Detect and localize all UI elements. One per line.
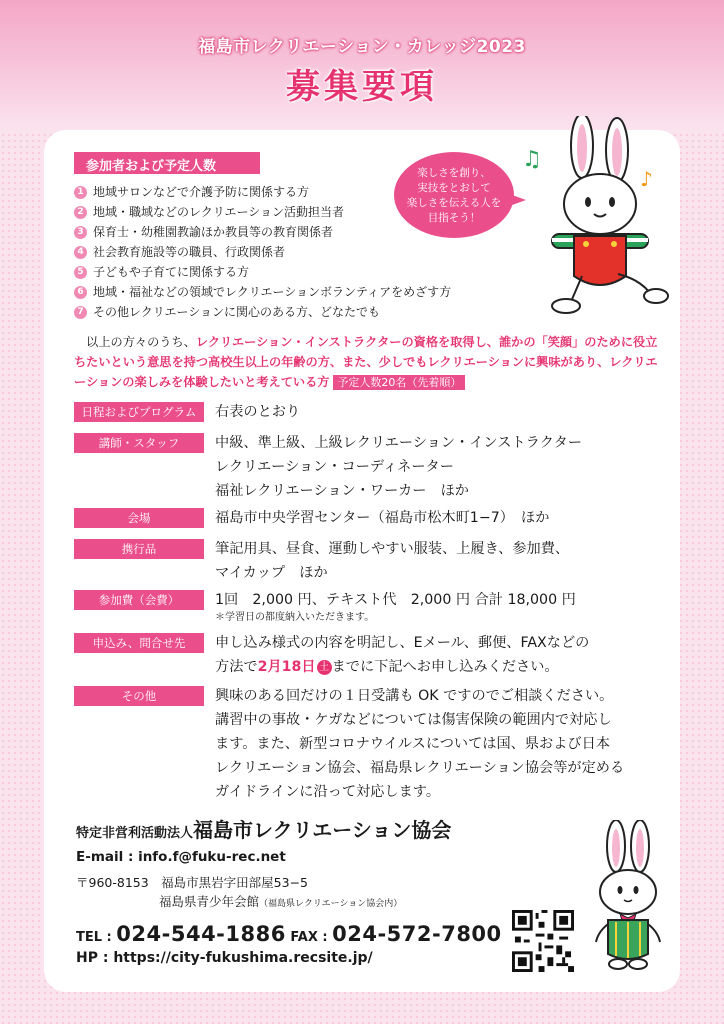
number-badge: 7 [74,306,87,319]
qr-code-icon[interactable] [512,910,574,972]
staff-value: 中級、準上級、上級レクリエーション・インストラクター レクリエーション・コーディネーター 福祉レクリエーション・ワーカー ほか [215,435,583,499]
header [0,32,724,108]
other-label: その他 [74,686,204,706]
building-note: （福島県レクリエーション協会内） [259,899,403,909]
list-item: 2 地域・職域などのレクリエーション活動担当者 [74,202,451,222]
number-badge: 4 [74,246,87,259]
number-badge: 5 [74,266,87,279]
schedule-label: 日程およびプログラム [74,402,204,422]
hp-label: HP : [76,950,114,966]
fee-value: 1回 2,000 円、テキスト代 2,000 円 合計 18,000 円 ＊学習日の都度納入いただきます。 [215,588,655,624]
website-link[interactable]: https://city-fukushima.recsite.jp/ [113,950,373,966]
number-badge: 2 [74,206,87,219]
capacity-badge: 予定人数20名（先着順） [333,375,465,390]
tel-number[interactable]: 024-544-1886 [116,922,286,946]
staff-label: 講師・スタッフ [74,433,204,453]
number-badge: 1 [74,186,87,199]
organization-info [76,814,546,966]
participants-heading: 参加者および予定人数 [74,152,260,174]
rabbit-mascot-illustration [584,820,670,970]
eligibility-paragraph: 以上の方々のうち、レクリエーション・インストラクターの資格を取得し、誰かの「笑顔」のために役立ちたいという意思を持つ高校生以上の年齢の方、また、少しでもレクリエーションに興味があり、レクリエーションの楽しみを体験したいと考えている方 予定人数20名（先着順） [74,335,658,389]
fee-label: 参加費（会費） [74,590,204,610]
number-badge: 3 [74,226,87,239]
deadline-date: 2月18日 [257,659,316,675]
page-title: 募集要項 [286,67,438,107]
fax-label: FAX : [285,930,333,945]
org-prefix: 特定非営利活動法人 [76,826,194,841]
series-title: 福島市レクリエーション・カレッジ2023 [198,37,526,57]
items-label: 携行品 [74,539,204,559]
music-note-icon: ♫ [522,147,542,172]
tel-label: TEL : [76,930,117,945]
rabbit-mascot-illustration [522,116,672,316]
list-item: 7 その他レクリエーションに関心のある方、どなたでも [74,302,451,322]
venue-value: 福島市中央学習センター（福島市松木町1−7） ほか [215,510,550,526]
list-item: 3 保育士・幼稚園教諭ほか教員等の教育関係者 [74,222,451,242]
email-link[interactable]: info.f@fuku-rec.net [138,849,286,865]
email-label: E-mail : [76,849,139,865]
speech-bubble: 楽しさを創り、 実技をとおして 楽しさを伝える人を 目指そう！ [394,152,514,238]
list-item: 4 社会教育施設等の職員、行政関係者 [74,242,451,262]
apply-label: 申込み、問合せ先 [74,633,204,653]
org-name: 福島市レクリエーション協会 [193,818,452,842]
list-item: 1 地域サロンなどで介護予防に関係する方 [74,182,451,202]
other-value: 興味のある回だけの１日受講も OK ですのでご相談ください。 講習中の事故・ケガなどについては傷害保険の範囲内で対応し ます。また、新型コロナウイルスについては国、県および日本 レクリエーション協会、福島県レクリエーション協会等が定める ガイドラインに沿って対応します。 [215,688,625,800]
fax-number: 024-572-7800 [332,922,502,946]
schedule-value: 右表のとおり [215,404,301,420]
fee-note: ＊学習日の都度納入いただきます。 [215,612,375,623]
music-note-icon: ♪ [640,167,653,191]
venue-label: 会場 [74,508,204,528]
building-name: 福島県青少年会館 [159,894,260,909]
list-item: 5 子どもや子育てに関係する方 [74,262,451,282]
apply-value: 申し込み様式の内容を明記し、Eメール、郵便、FAXなどの 方法で2月18日 土 までに下記へお申し込みください。 [215,635,590,675]
content-card [44,130,680,992]
list-item: 6 地域・福祉などの領域でレクリエーションボランティアをめざす方 [74,282,451,302]
number-badge: 6 [74,286,87,299]
saturday-badge: 土 [317,660,332,675]
postal-address: 〒960-8153 福島市黒岩字田部屋53−5 [76,875,309,890]
items-value: 筆記用具、昼食、運動しやすい服装、上履き、参加費、 マイカップ ほか [215,541,570,581]
